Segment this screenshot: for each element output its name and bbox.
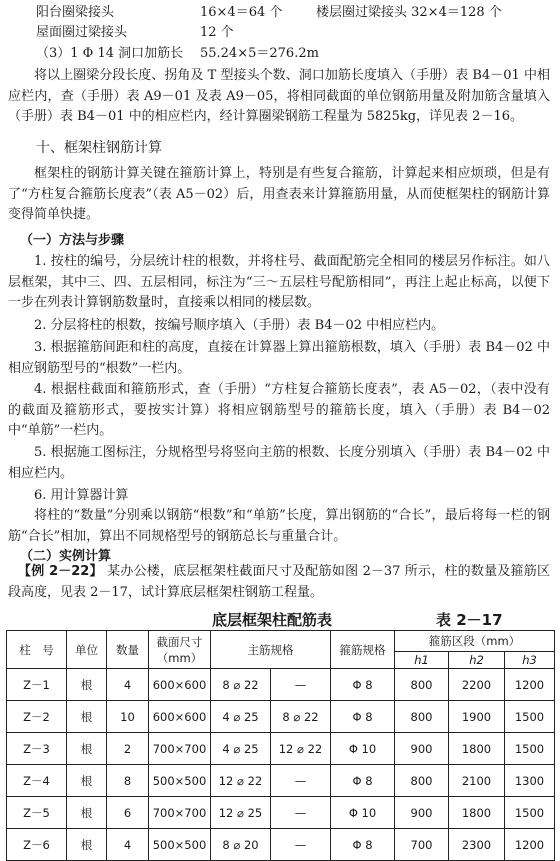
header-h2: h2 (449, 652, 505, 669)
table-cell-h1: 800 (395, 701, 449, 733)
table-cell-section: 600×600 (149, 701, 211, 733)
step-6-title: 6. 用计算器计算 (34, 488, 129, 503)
table-cell-unit: 根 (67, 829, 107, 861)
row2-left: 屋面圈过梁接头 (36, 25, 128, 40)
table-cell-h1: 800 (395, 765, 449, 797)
table-cell-unit: 根 (67, 797, 107, 829)
table-cell-main1: 4 ⌀ 25 (211, 733, 271, 765)
table-cell-main1: 12 ⌀ 25 (211, 797, 271, 829)
row2-mid: 12 个 (200, 25, 234, 40)
header-section (149, 631, 211, 669)
row1-right: 楼层圈过梁接头 32×4＝128 个 (316, 5, 502, 20)
table-cell-no: Z－4 (7, 765, 67, 797)
table-cell-main2: — (271, 797, 331, 829)
example-text: 某办公楼，底层框架柱截面尺寸及配筋如图 2－37 所示，柱的数量及箍筋区段高度，见表 2－17，试计算底层框架柱钢筋工程量。 (8, 564, 550, 600)
table-cell-h3: 1300 (505, 765, 555, 797)
table-cell-unit: 根 (67, 733, 107, 765)
table-row (7, 733, 555, 765)
calc-line-mid: 55.24×5＝276.2m (200, 46, 319, 61)
table-body (7, 669, 555, 861)
table-cell-stirrup: Φ 8 (331, 669, 395, 701)
table-cell-qty: 4 (107, 669, 149, 701)
row1-left: 阳台圈梁接头 (36, 5, 115, 20)
table-row (7, 701, 555, 733)
table-row (7, 797, 555, 829)
table-cell-unit: 根 (67, 765, 107, 797)
header-col-no: 柱 号 (7, 631, 67, 669)
table-cell-stirrup: Φ 10 (331, 797, 395, 829)
table-cell-main2: — (271, 669, 331, 701)
example-label: 【例 2－22】 (18, 564, 103, 579)
table-cell-h1: 900 (395, 733, 449, 765)
table-cell-qty: 8 (107, 765, 149, 797)
table-cell-stirrup: Φ 8 (331, 701, 395, 733)
step-1: 1. 按柱的编号，分层统计柱的根数，并将柱号、截面配筋完全相同的楼层另作标注。如八层框架，其中三、四、五层相同，标注为“三～五层柱号配筋相同”，再注上起止标高，以便下一步在列表计算钢筋数量时，直接乘以相同的楼层数。 (8, 254, 550, 310)
header-section-unit: （mm） (156, 650, 203, 665)
table-cell-qty: 10 (107, 701, 149, 733)
table-cell-main1: 12 ⌀ 22 (211, 765, 271, 797)
table-cell-h3: 1200 (505, 829, 555, 861)
step-5: 5. 根据施工图标注，分规格型号将竖向主筋的根数、长度分别填入（手册）表 B4－02 中相应栏内。 (8, 445, 550, 481)
table-cell-h2: 2200 (449, 669, 505, 701)
table-cell-main2: 8 ⌀ 22 (271, 701, 331, 733)
table-cell-qty: 2 (107, 733, 149, 765)
header-h3: h3 (505, 652, 555, 669)
header-h1: h1 (395, 652, 449, 669)
table-cell-no: Z－2 (7, 701, 67, 733)
table-cell-main1: 4 ⌀ 25 (211, 701, 271, 733)
step-6-body: 将柱的“数量”分别乘以钢筋“根数”和“单筋”长度，算出钢筋的“合长”，最后将每一栏的钢筋“合长”相加，算出不同规格型号的钢筋总长与重量合计。 (8, 508, 550, 544)
table-cell-section: 500×500 (149, 829, 211, 861)
step-2: 2. 分层将柱的根数，按编号顺序填入（手册）表 B4－02 中相应栏内。 (34, 318, 445, 333)
table-cell-section: 500×500 (149, 765, 211, 797)
section-heading: 十、框架柱钢筋计算 (36, 140, 162, 156)
step-3: 3. 根据箍筋间距和柱的高度，直接在计算器上算出箍筋根数，填入（手册）表 B4－02 中相应钢筋型号的“根数”一栏内。 (8, 340, 550, 376)
calc-line-left: （3）1 Φ 14 洞口加筋长 (36, 46, 184, 61)
table-cell-h1: 800 (395, 669, 449, 701)
table-cell-main2: — (271, 765, 331, 797)
table-cell-h2: 1900 (449, 701, 505, 733)
header-section-label: 截面尺寸 (156, 634, 203, 649)
table-row (7, 829, 555, 861)
table-title: 底层框架柱配筋表 (212, 611, 333, 629)
table-cell-section: 600×600 (149, 669, 211, 701)
table-cell-main1: 8 ⌀ 22 (211, 669, 271, 701)
table-cell-main1: 8 ⌀ 20 (211, 829, 271, 861)
table-cell-main2: — (271, 829, 331, 861)
table-cell-h3: 1500 (505, 797, 555, 829)
table-cell-unit: 根 (67, 669, 107, 701)
table-cell-stirrup: Φ 8 (331, 765, 395, 797)
table-cell-qty: 6 (107, 797, 149, 829)
header-zone: 箍筋区段（mm） (395, 631, 555, 652)
example-paragraph (8, 562, 550, 603)
table-row (7, 765, 555, 797)
table-cell-h2: 1800 (449, 797, 505, 829)
table-cell-h3: 1200 (505, 669, 555, 701)
paragraph-1: 将以上圈梁分段长度、拐角及 T 型接头个数、洞口加筋长度填入（手册）表 B4－01 中相应栏内，查（手册）表 A9－01 及表 A9－05，将相同截面的单位钢筋用量及附加筋含量填入（手册）表 B4－01 中的相应栏内，经计算圈梁钢筋工程量为 5825kg，详见表 2－16。 (8, 68, 550, 124)
table-cell-stirrup: Φ 10 (331, 733, 395, 765)
table-row (7, 669, 555, 701)
table-cell-h2: 2300 (449, 829, 505, 861)
table-cell-section: 700×700 (149, 733, 211, 765)
paragraph-2: 框架柱的钢筋计算关键在箍筋计算上，特别是有些复合箍筋，计算起来相应烦琐，但是有了“方柱复合箍筋长度表”（表 A5－02）后，用查表来计算箍筋用量，从而使框架柱的钢筋计算变得简单快捷。 (8, 166, 550, 222)
table-cell-stirrup: Φ 8 (331, 829, 395, 861)
row1-mid: 16×4＝64 个 (200, 5, 283, 20)
table-cell-h3: 1500 (505, 701, 555, 733)
table-number: 表 2－17 (436, 611, 503, 629)
table-cell-no: Z－3 (7, 733, 67, 765)
table-cell-h3: 1500 (505, 733, 555, 765)
table-cell-unit: 根 (67, 701, 107, 733)
table-cell-no: Z－1 (7, 669, 67, 701)
header-qty: 数量 (107, 631, 149, 669)
header-main-bar: 主筋规格 (211, 631, 331, 669)
table-cell-no: Z－6 (7, 829, 67, 861)
table-cell-h2: 2100 (449, 765, 505, 797)
table-cell-no: Z－5 (7, 797, 67, 829)
header-unit: 单位 (67, 631, 107, 669)
header-stirrup: 箍筋规格 (331, 631, 395, 669)
rebar-table (6, 630, 555, 861)
table-cell-h1: 700 (395, 829, 449, 861)
table-cell-h2: 1800 (449, 733, 505, 765)
subheading-example: （二）实例计算 (20, 549, 112, 564)
table-cell-qty: 4 (107, 829, 149, 861)
table-cell-section: 700×700 (149, 797, 211, 829)
table-cell-main2: 12 ⌀ 22 (271, 733, 331, 765)
table-cell-h1: 900 (395, 797, 449, 829)
subheading-method: （一）方法与步骤 (20, 233, 125, 248)
step-4: 4. 根据柱截面和箍筋形式，查（手册）“方柱复合箍筋长度表”，表 A5－02，（表中没有的截面及箍筋形式，要按实计算）将相应钢筋型号的箍筋长度，填入（手册）表 B4－02 中“单筋”一栏内。 (8, 382, 550, 438)
